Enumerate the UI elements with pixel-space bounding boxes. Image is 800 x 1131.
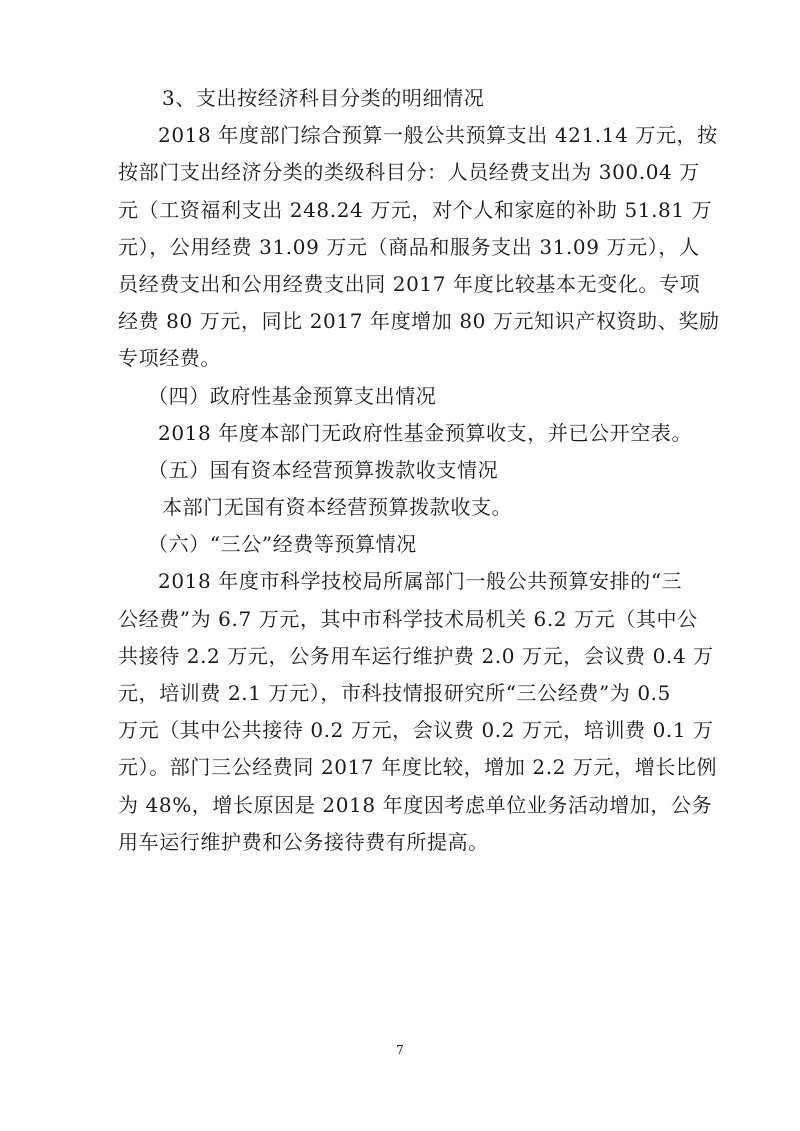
paragraph-line: 为 48%，增长原因是 2018 年度因考虑单位业务活动增加，公务 — [118, 792, 713, 817]
paragraph-line: 元，培训费 2.1 万元），市科技情报研究所“三公经费”为 0.5 — [118, 681, 671, 705]
paragraph-three-public-expenses — [118, 563, 718, 861]
page-body — [118, 80, 720, 861]
page-number: 7 — [396, 1043, 404, 1057]
heading-state-capital: （五）国有资本经营预算拨款收支情况 — [148, 457, 499, 482]
paragraph-line: 经费 80 万元，同比 2017 年度增加 80 万元知识产权资助、奖励 — [118, 309, 720, 334]
paragraph-line: 元），公用经费 31.09 万元（商品和服务支出 31.09 万元），人 — [118, 234, 700, 259]
paragraph-government-fund: 2018 年度本部门无政府性基金预算收支，并已公开空表。 — [158, 420, 693, 445]
paragraph-line: 员经费支出和公用经费支出同 2017 年度比较基本无变化。专项 — [118, 271, 701, 296]
heading-three-public-expenses: （六）“三公”经费等预算情况 — [148, 532, 417, 557]
paragraph-line: 2018 年度市科学技校局所属部门一般公共预算安排的“三 — [158, 569, 683, 594]
paragraph-line: 万元（其中公共接待 0.2 万元，会议费 0.2 万元，培训费 0.1 万 — [118, 718, 714, 743]
paragraph-line: 用车运行维护费和公务接待费有所提高。 — [118, 829, 489, 854]
paragraph-line: 元）。部门三公经费同 2017 年度比较，增加 2.2 万元，增长比例 — [118, 755, 718, 780]
paragraph-line: 按部门支出经济分类的类级科目分：人员经费支出为 300.04 万 — [118, 160, 700, 185]
paragraph-expenditure-classification — [118, 117, 720, 377]
section-heading: 3、支出按经济科目分类的明细情况 — [162, 86, 485, 110]
paragraph-line: 公经费”为 6.7 万元，其中市科学技术局机关 6.2 万元（其中公 — [118, 606, 698, 631]
paragraph-line: 专项经费。 — [118, 346, 221, 371]
paragraph-line: 共接待 2.2 万元，公务用车运行维护费 2.0 万元，会议费 0.4 万 — [118, 643, 714, 668]
paragraph-state-capital: 本部门无国有资本经营预算拨款收支。 — [162, 495, 513, 520]
paragraph-line: 元（工资福利支出 248.24 万元，对个人和家庭的补助 51.81 万 — [118, 197, 713, 222]
paragraph-line: 2018 年度部门综合预算一般公共预算支出 421.14 万元，按 — [158, 123, 718, 148]
heading-government-fund: （四）政府性基金预算支出情况 — [148, 383, 437, 408]
